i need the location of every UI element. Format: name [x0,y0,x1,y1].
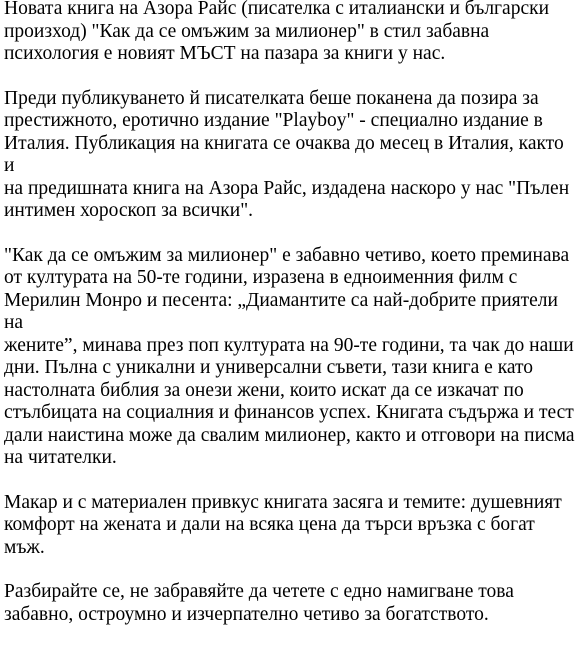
paragraph-playboy: Преди публикуването й писателката беше поканена да позира за престижното, еротично издание "Playboy" - специално издание в Италия. Публикация на книгата се очаква до месец в Италия, както и на предишната книга на Азора Райс, издадена наскоро у нас "Пълен интимен хороскоп за всички". [4,87,570,221]
paragraph-closing: Разбирайте се, не забравяйте да четете с едно намигване това забавно, остроумно и изчерпателно четиво за богатството. [4,581,514,625]
paragraph-themes: Макар и с материален привкус книгата засяга и темите: душевният комфорт на жената и дали на всяка цена да търси връзка с богат мъж. [4,491,562,558]
paragraph-intro: Новата книга на Азора Райс (писателка с италиански и български произход) "Как да се омъжим за милионер" в стил забавна психология е новият МЪСТ на пазара за книги у нас. [4,0,550,64]
article-body [4,0,578,648]
paragraph-description: "Как да се омъжим за милионер" е забавно четиво, което преминава от културата на 50-те години, изразена в едноименния филм с Мерилин Монро и песента: „Диамантите са най-добрите приятели на жените”, минава през поп културата на 90-те години, та чак до наши дни. Пълна с уникални и универсални съвети, тази книга е като настолната библия за онези жени, които искат да се изкачат по стълбицата на социалния и финансов успех. Книгата съдържа и тест дали наистина може да свалим милионер, както и отговори на писма на читателки. [4,244,575,468]
